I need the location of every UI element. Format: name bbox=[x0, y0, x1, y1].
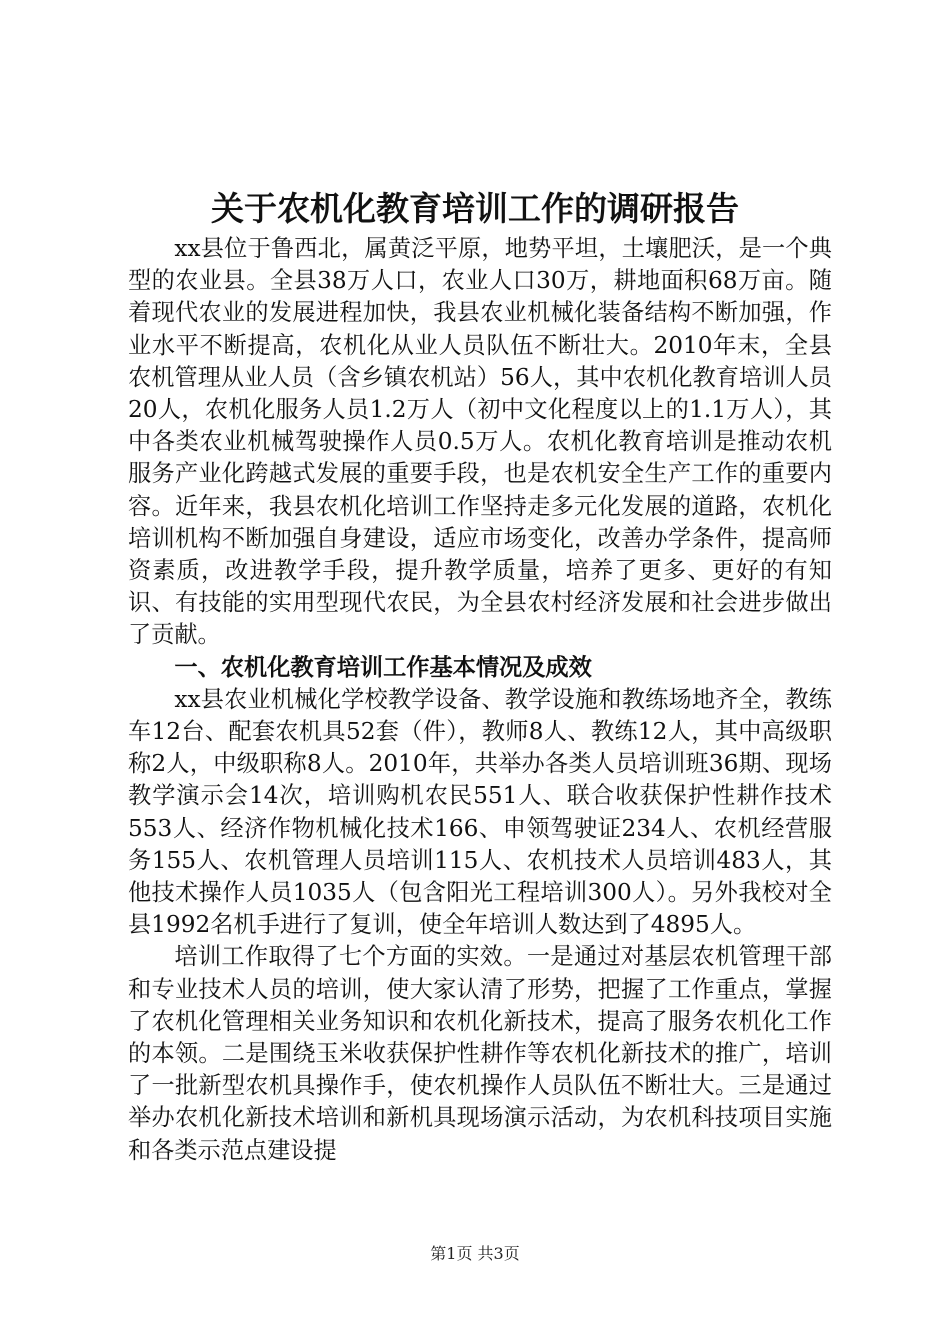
document-body bbox=[128, 233, 832, 1167]
page-footer: 第1页 共3页 bbox=[430, 1244, 520, 1263]
section-heading: 一、农机化教育培训工作基本情况及成效 bbox=[174, 653, 592, 681]
paragraph-school-info: xx县农业机械化学校教学设备、教学设施和教练场地齐全，教练车12台、配套农机具52套（件），教师8人、教练12人，其中高级职称2人，中级职称8人。2010年，共举办各类人员培训班36期、现场教学演示会14次，培训购机农民551人、联合收获保护性耕作技术553人、经济作物机械化技术166、申领驾驶证234人、农机经营服务155人、农机管理人员培训115人、农机技术人员培训483人，其他技术操作人员1035人（包含阳光工程培训300人）。另外我校对全县1992名机手进行了复训，使全年培训人数达到了4895人。 bbox=[128, 685, 832, 939]
paragraph-achievements: 培训工作取得了七个方面的实效。一是通过对基层农机管理干部和专业技术人员的培训，使大家认清了形势，把握了工作重点，掌握了农机化管理相关业务知识和农机化新技术，提高了服务农机化工作的本领。二是围绕玉米收获保护性耕作等农机化新技术的推广，培训了一批新型农机具操作手，使农机操作人员队伍不断壮大。三是通过举办农机化新技术培训和新机具现场演示活动，为农机科技项目实施和各类示范点建设提 bbox=[128, 943, 832, 1164]
document-title: 关于农机化教育培训工作的调研报告 bbox=[211, 189, 739, 228]
paragraph-intro: xx县位于鲁西北，属黄泛平原，地势平坦，土壤肥沃，是一个典型的农业县。全县38万人口，农业人口30万，耕地面积68万亩。随着现代农业的发展进程加快，我县农业机械化装备结构不断加强，作业水平不断提高，农机化从业人员队伍不断壮大。2010年末，全县农机管理从业人员（含乡镇农机站）56人，其中农机化教育培训人员20人，农机化服务人员1.2万人（初中文化程度以上的1.1万人），其中各类农业机械驾驶操作人员0.5万人。农机化教育培训是推动农机服务产业化跨越式发展的重要手段，也是农机安全生产工作的重要内容。近年来，我县农机化培训工作坚持走多元化发展的道路，农机化培训机构不断加强自身建设，适应市场变化，改善办学条件，提高师资素质，改进教学手段，提升教学质量，培养了更多、更好的有知识、有技能的实用型现代农民，为全县农村经济发展和社会进步做出了贡献。 bbox=[128, 235, 832, 649]
